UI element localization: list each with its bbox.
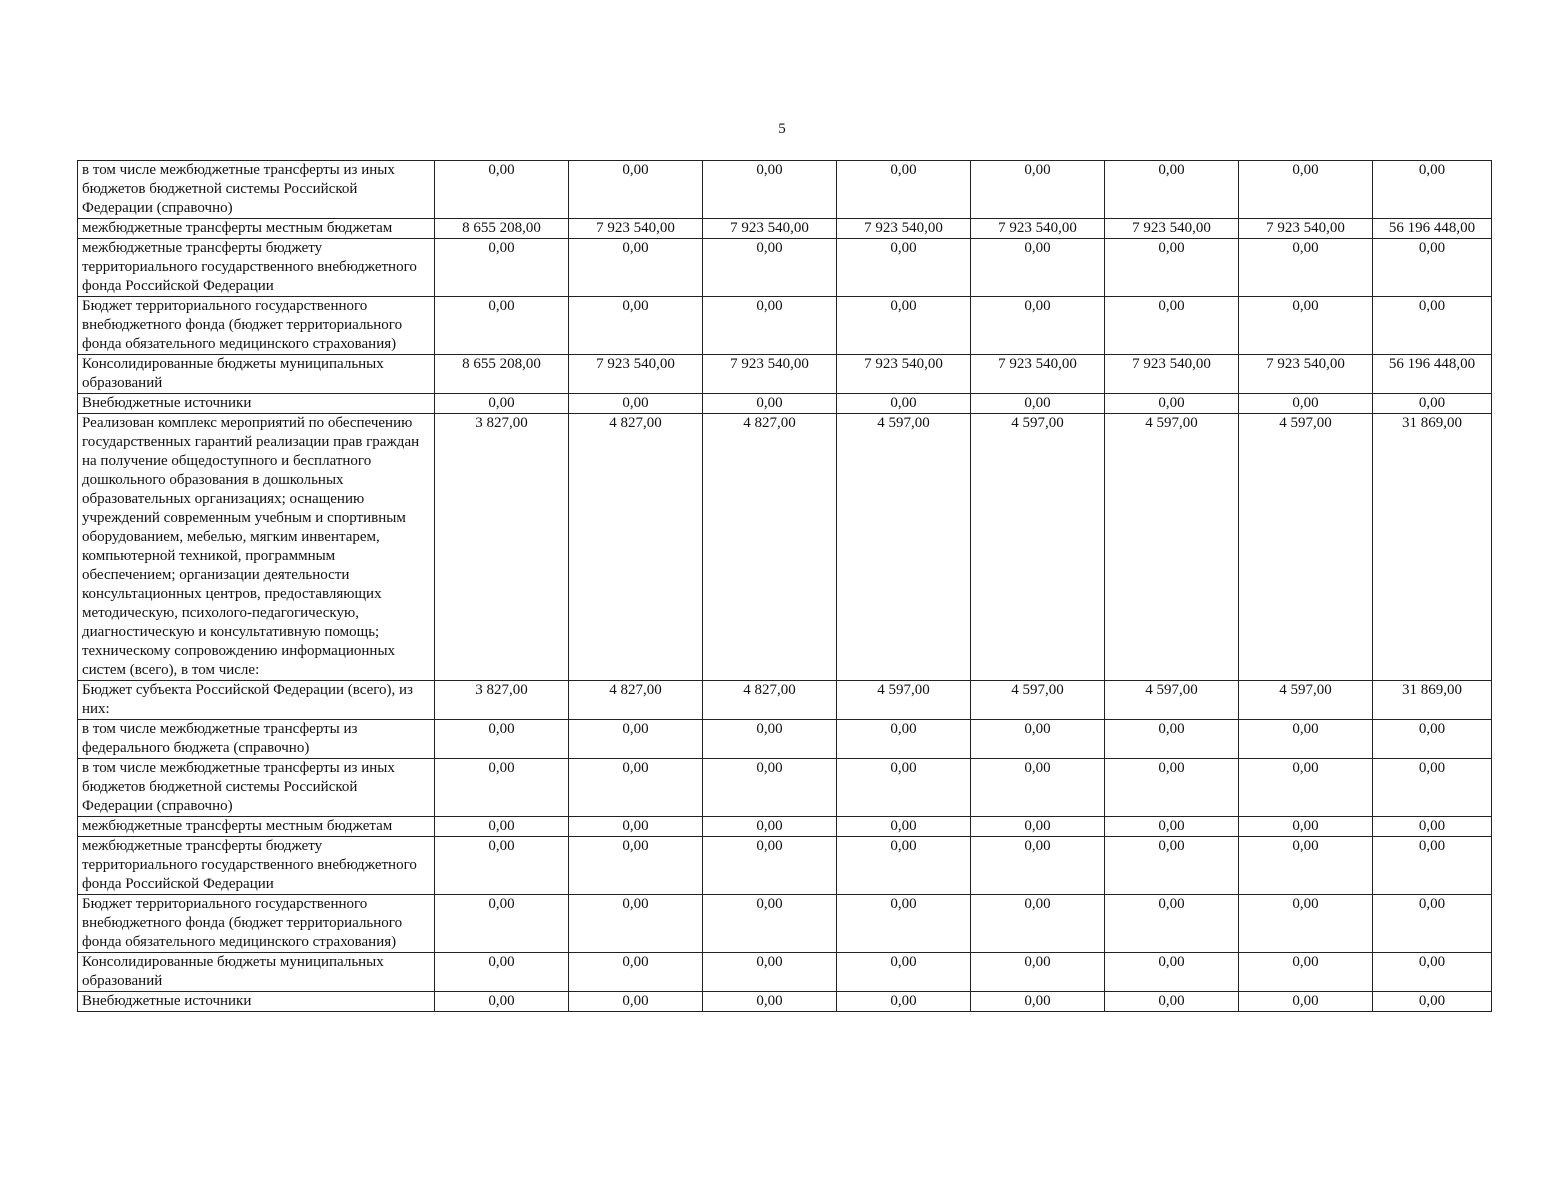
row-label: Консолидированные бюджеты муниципальных образований — [78, 355, 435, 394]
table-row — [78, 720, 1492, 759]
row-label: Реализован комплекс мероприятий по обеспечению государственных гарантий реализации прав граждан на получение общедоступного и бесплатного дошкольного образования в дошкольных образовательных организациях; оснащению учреждений современным учебным и спортивным оборудованием, мебелью, мягким инвентарем, компьютерной техникой, программным обеспечением; организации деятельности консультационных центров, предоставляющих методическую, психолого-педагогическую, диагностическую и консультативную помощь; техническому сопровождению информационных систем (всего), в том числе: — [78, 414, 435, 681]
value-cell: 4 597,00 — [1239, 414, 1373, 681]
value-cell: 0,00 — [435, 759, 569, 817]
value-cell: 0,00 — [435, 953, 569, 992]
row-label: в том числе межбюджетные трансферты из иных бюджетов бюджетной системы Российской Федерации (справочно) — [78, 161, 435, 219]
value-cell: 4 827,00 — [703, 681, 837, 720]
value-cell: 0,00 — [1105, 895, 1239, 953]
table-row — [78, 239, 1492, 297]
row-label: межбюджетные трансферты бюджету территориального государственного внебюджетного фонда Российской Федерации — [78, 239, 435, 297]
row-label: межбюджетные трансферты местным бюджетам — [78, 817, 435, 837]
value-cell: 0,00 — [971, 895, 1105, 953]
value-cell: 0,00 — [1373, 297, 1492, 355]
value-cell: 0,00 — [1239, 161, 1373, 219]
row-label: Внебюджетные источники — [78, 394, 435, 414]
value-cell: 0,00 — [569, 239, 703, 297]
value-cell: 0,00 — [1239, 837, 1373, 895]
value-cell: 7 923 540,00 — [971, 219, 1105, 239]
value-cell: 4 597,00 — [837, 681, 971, 720]
value-cell: 4 597,00 — [1105, 681, 1239, 720]
table-row — [78, 953, 1492, 992]
value-cell: 4 597,00 — [1239, 681, 1373, 720]
value-cell: 31 869,00 — [1373, 414, 1492, 681]
value-cell: 0,00 — [1373, 161, 1492, 219]
value-cell: 0,00 — [837, 239, 971, 297]
value-cell: 0,00 — [569, 720, 703, 759]
value-cell: 0,00 — [569, 297, 703, 355]
value-cell: 0,00 — [1105, 720, 1239, 759]
value-cell: 7 923 540,00 — [837, 355, 971, 394]
value-cell: 0,00 — [837, 297, 971, 355]
budget-table — [77, 160, 1492, 1012]
value-cell: 0,00 — [971, 817, 1105, 837]
table-row — [78, 394, 1492, 414]
value-cell: 0,00 — [703, 394, 837, 414]
value-cell: 7 923 540,00 — [837, 219, 971, 239]
row-label: в том числе межбюджетные трансферты из иных бюджетов бюджетной системы Российской Федерации (справочно) — [78, 759, 435, 817]
value-cell: 0,00 — [435, 239, 569, 297]
table-row — [78, 297, 1492, 355]
value-cell: 0,00 — [1373, 953, 1492, 992]
table-row — [78, 837, 1492, 895]
value-cell: 0,00 — [971, 161, 1105, 219]
table-row — [78, 895, 1492, 953]
value-cell: 3 827,00 — [435, 414, 569, 681]
value-cell: 0,00 — [1373, 720, 1492, 759]
value-cell: 0,00 — [1239, 297, 1373, 355]
table-row — [78, 219, 1492, 239]
value-cell: 31 869,00 — [1373, 681, 1492, 720]
row-label: межбюджетные трансферты бюджету территориального государственного внебюджетного фонда Российской Федерации — [78, 837, 435, 895]
value-cell: 0,00 — [1373, 837, 1492, 895]
value-cell: 0,00 — [435, 992, 569, 1012]
value-cell: 56 196 448,00 — [1373, 355, 1492, 394]
value-cell: 4 597,00 — [837, 414, 971, 681]
value-cell: 7 923 540,00 — [569, 219, 703, 239]
value-cell: 0,00 — [1373, 239, 1492, 297]
value-cell: 4 827,00 — [569, 681, 703, 720]
value-cell: 7 923 540,00 — [1239, 355, 1373, 394]
value-cell: 0,00 — [837, 161, 971, 219]
value-cell: 0,00 — [1105, 817, 1239, 837]
table-row — [78, 355, 1492, 394]
value-cell: 0,00 — [971, 239, 1105, 297]
value-cell: 0,00 — [1105, 953, 1239, 992]
value-cell: 0,00 — [569, 394, 703, 414]
value-cell: 0,00 — [1239, 953, 1373, 992]
value-cell: 4 597,00 — [1105, 414, 1239, 681]
value-cell: 0,00 — [1105, 161, 1239, 219]
table-row — [78, 992, 1492, 1012]
value-cell: 0,00 — [1105, 239, 1239, 297]
row-label: в том числе межбюджетные трансферты из федерального бюджета (справочно) — [78, 720, 435, 759]
value-cell: 0,00 — [703, 759, 837, 817]
value-cell: 0,00 — [837, 394, 971, 414]
value-cell: 0,00 — [569, 953, 703, 992]
value-cell: 0,00 — [971, 992, 1105, 1012]
value-cell: 7 923 540,00 — [569, 355, 703, 394]
value-cell: 7 923 540,00 — [1105, 355, 1239, 394]
value-cell: 0,00 — [703, 992, 837, 1012]
value-cell: 7 923 540,00 — [971, 355, 1105, 394]
value-cell: 0,00 — [569, 837, 703, 895]
value-cell: 0,00 — [1105, 759, 1239, 817]
value-cell: 0,00 — [703, 837, 837, 895]
value-cell: 4 827,00 — [569, 414, 703, 681]
value-cell: 0,00 — [1239, 895, 1373, 953]
value-cell: 0,00 — [1105, 297, 1239, 355]
value-cell: 0,00 — [971, 953, 1105, 992]
value-cell: 0,00 — [569, 759, 703, 817]
row-label: межбюджетные трансферты местным бюджетам — [78, 219, 435, 239]
value-cell: 7 923 540,00 — [1239, 219, 1373, 239]
value-cell: 0,00 — [1373, 992, 1492, 1012]
value-cell: 0,00 — [435, 161, 569, 219]
value-cell: 0,00 — [971, 394, 1105, 414]
value-cell: 0,00 — [1239, 992, 1373, 1012]
value-cell: 0,00 — [703, 161, 837, 219]
value-cell: 0,00 — [837, 837, 971, 895]
value-cell: 0,00 — [837, 992, 971, 1012]
value-cell: 0,00 — [971, 759, 1105, 817]
value-cell: 0,00 — [971, 720, 1105, 759]
value-cell: 56 196 448,00 — [1373, 219, 1492, 239]
value-cell: 0,00 — [1239, 394, 1373, 414]
value-cell: 0,00 — [1373, 895, 1492, 953]
value-cell: 0,00 — [1105, 837, 1239, 895]
value-cell: 0,00 — [837, 817, 971, 837]
value-cell: 0,00 — [569, 817, 703, 837]
row-label: Бюджет субъекта Российской Федерации (всего), из них: — [78, 681, 435, 720]
value-cell: 7 923 540,00 — [1105, 219, 1239, 239]
row-label: Бюджет территориального государственного внебюджетного фонда (бюджет территориального фонда обязательного медицинского страхования) — [78, 297, 435, 355]
value-cell: 0,00 — [1239, 720, 1373, 759]
value-cell: 8 655 208,00 — [435, 219, 569, 239]
value-cell: 0,00 — [703, 895, 837, 953]
page-number: 5 — [778, 121, 786, 137]
value-cell: 0,00 — [971, 837, 1105, 895]
value-cell: 0,00 — [569, 161, 703, 219]
value-cell: 0,00 — [1239, 759, 1373, 817]
table-row — [78, 759, 1492, 817]
row-label: Бюджет территориального государственного внебюджетного фонда (бюджет территориального фонда обязательного медицинского страхования) — [78, 895, 435, 953]
table-row — [78, 817, 1492, 837]
value-cell: 0,00 — [837, 953, 971, 992]
value-cell: 0,00 — [435, 297, 569, 355]
value-cell: 0,00 — [703, 817, 837, 837]
value-cell: 0,00 — [1239, 817, 1373, 837]
value-cell: 4 597,00 — [971, 681, 1105, 720]
value-cell: 0,00 — [435, 895, 569, 953]
budget-table-body — [78, 161, 1492, 1012]
value-cell: 0,00 — [435, 837, 569, 895]
table-row — [78, 414, 1492, 681]
value-cell: 0,00 — [1105, 394, 1239, 414]
row-label: Внебюджетные источники — [78, 992, 435, 1012]
value-cell: 4 827,00 — [703, 414, 837, 681]
table-row — [78, 161, 1492, 219]
value-cell: 0,00 — [435, 720, 569, 759]
value-cell: 0,00 — [703, 953, 837, 992]
value-cell: 0,00 — [971, 297, 1105, 355]
value-cell: 0,00 — [703, 239, 837, 297]
value-cell: 7 923 540,00 — [703, 219, 837, 239]
value-cell: 0,00 — [569, 895, 703, 953]
value-cell: 0,00 — [837, 759, 971, 817]
value-cell: 0,00 — [837, 895, 971, 953]
value-cell: 4 597,00 — [971, 414, 1105, 681]
value-cell: 0,00 — [435, 817, 569, 837]
value-cell: 0,00 — [1373, 759, 1492, 817]
value-cell: 0,00 — [1105, 992, 1239, 1012]
value-cell: 0,00 — [703, 297, 837, 355]
value-cell: 0,00 — [569, 992, 703, 1012]
value-cell: 0,00 — [837, 720, 971, 759]
value-cell: 0,00 — [703, 720, 837, 759]
row-label: Консолидированные бюджеты муниципальных образований — [78, 953, 435, 992]
table-row — [78, 681, 1492, 720]
value-cell: 0,00 — [435, 394, 569, 414]
value-cell: 0,00 — [1239, 239, 1373, 297]
value-cell: 7 923 540,00 — [703, 355, 837, 394]
value-cell: 8 655 208,00 — [435, 355, 569, 394]
value-cell: 0,00 — [1373, 394, 1492, 414]
value-cell: 0,00 — [1373, 817, 1492, 837]
value-cell: 3 827,00 — [435, 681, 569, 720]
